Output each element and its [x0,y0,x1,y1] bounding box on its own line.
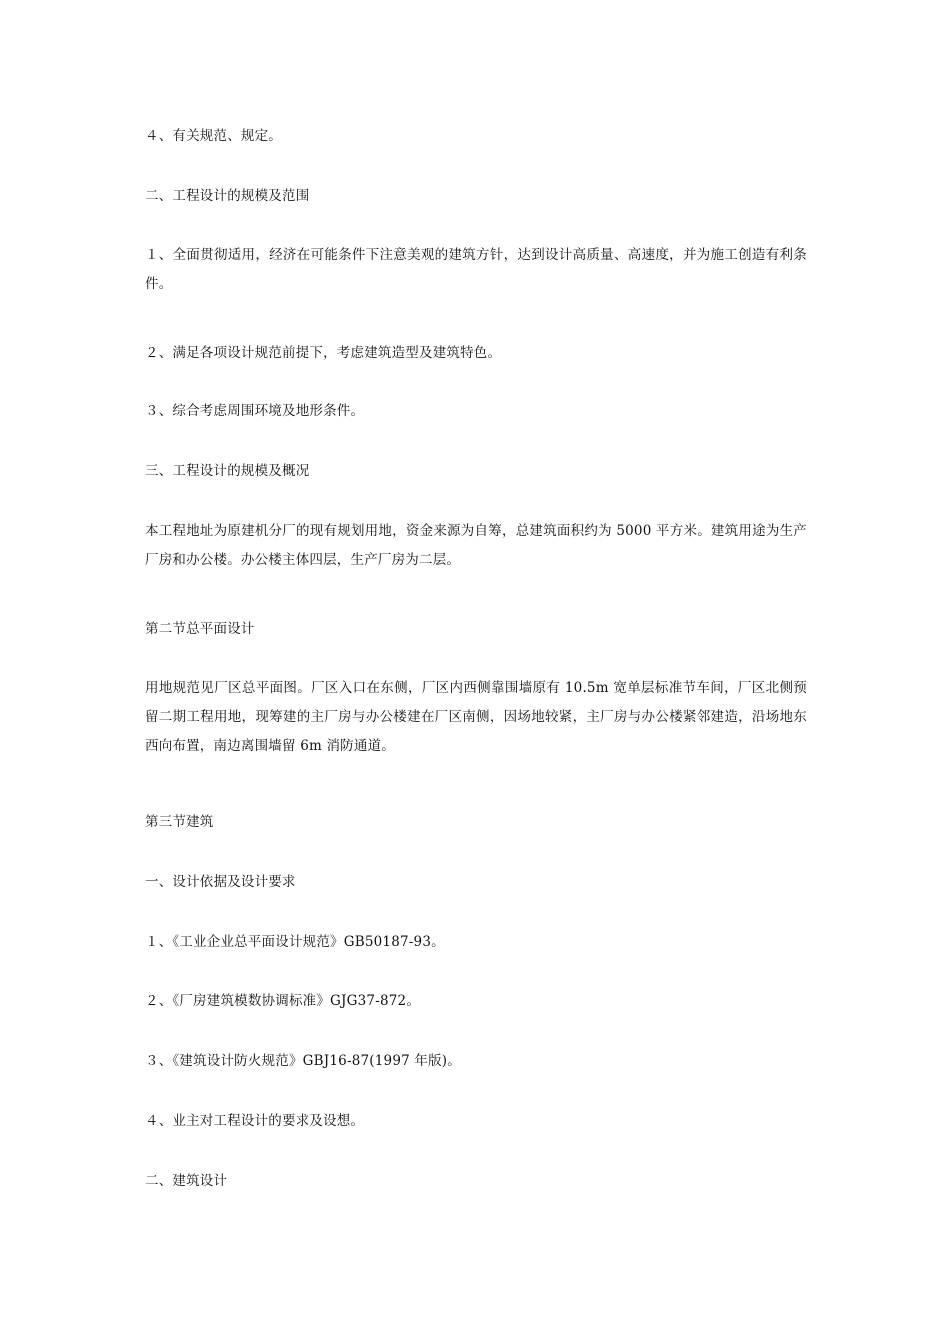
list-item-basis-4: ４、业主对工程设计的要求及设想。 [145,1113,365,1129]
list-item-basis-3: ３、《建筑设计防火规范》GBJ16-87(1997 年版)。 [145,1053,461,1069]
list-item-basis-1: １、《工业企业总平面设计规范》GB50187-93。 [145,934,445,950]
list-item-requirement-4: ４、有关规范、规定。 [145,128,282,144]
section-heading-architecture: 第三节建筑 [145,814,214,830]
list-item-scope-2: ２、满足各项设计规范前提下，考虑建筑造型及建筑特色。 [145,345,502,361]
list-item-scope-3: ３、综合考虑周围环境及地形条件。 [145,403,365,419]
overview-paragraph: 本工程地址为原建机分厂的现有规划用地，资金来源为自筹，总建筑面积约为 5000 平方米。建筑用途为生产厂房和办公楼。办公楼主体四层，生产厂房为二层。 [145,523,807,568]
list-item-scope-1: １、全面贯彻适用，经济在可能条件下注意美观的建筑方针，达到设计高质量、高速度，并为施工创造有利条件。 [145,247,807,292]
section-heading-design-basis: 一、设计依据及设计要求 [145,874,296,890]
section-heading-building-design: 二、建筑设计 [145,1173,228,1189]
section-heading-scope: 二、工程设计的规模及范围 [145,188,310,204]
section-heading-overview: 三、工程设计的规模及概况 [145,463,310,479]
site-plan-paragraph: 用地规范见厂区总平面图。厂区入口在东侧，厂区内西侧靠围墙原有 10.5m 宽单层标准节车间，厂区北侧预留二期工程用地，现筹建的主厂房与办公楼建在厂区南侧，因场地较紧，主厂房与办公楼紧邻建造，沿场地东西向布置，南边离围墙留 6m 消防通道。 [145,680,807,754]
section-heading-site-plan: 第二节总平面设计 [145,621,255,637]
list-item-basis-2: ２、《厂房建筑模数协调标准》GJG37-872。 [145,993,421,1009]
